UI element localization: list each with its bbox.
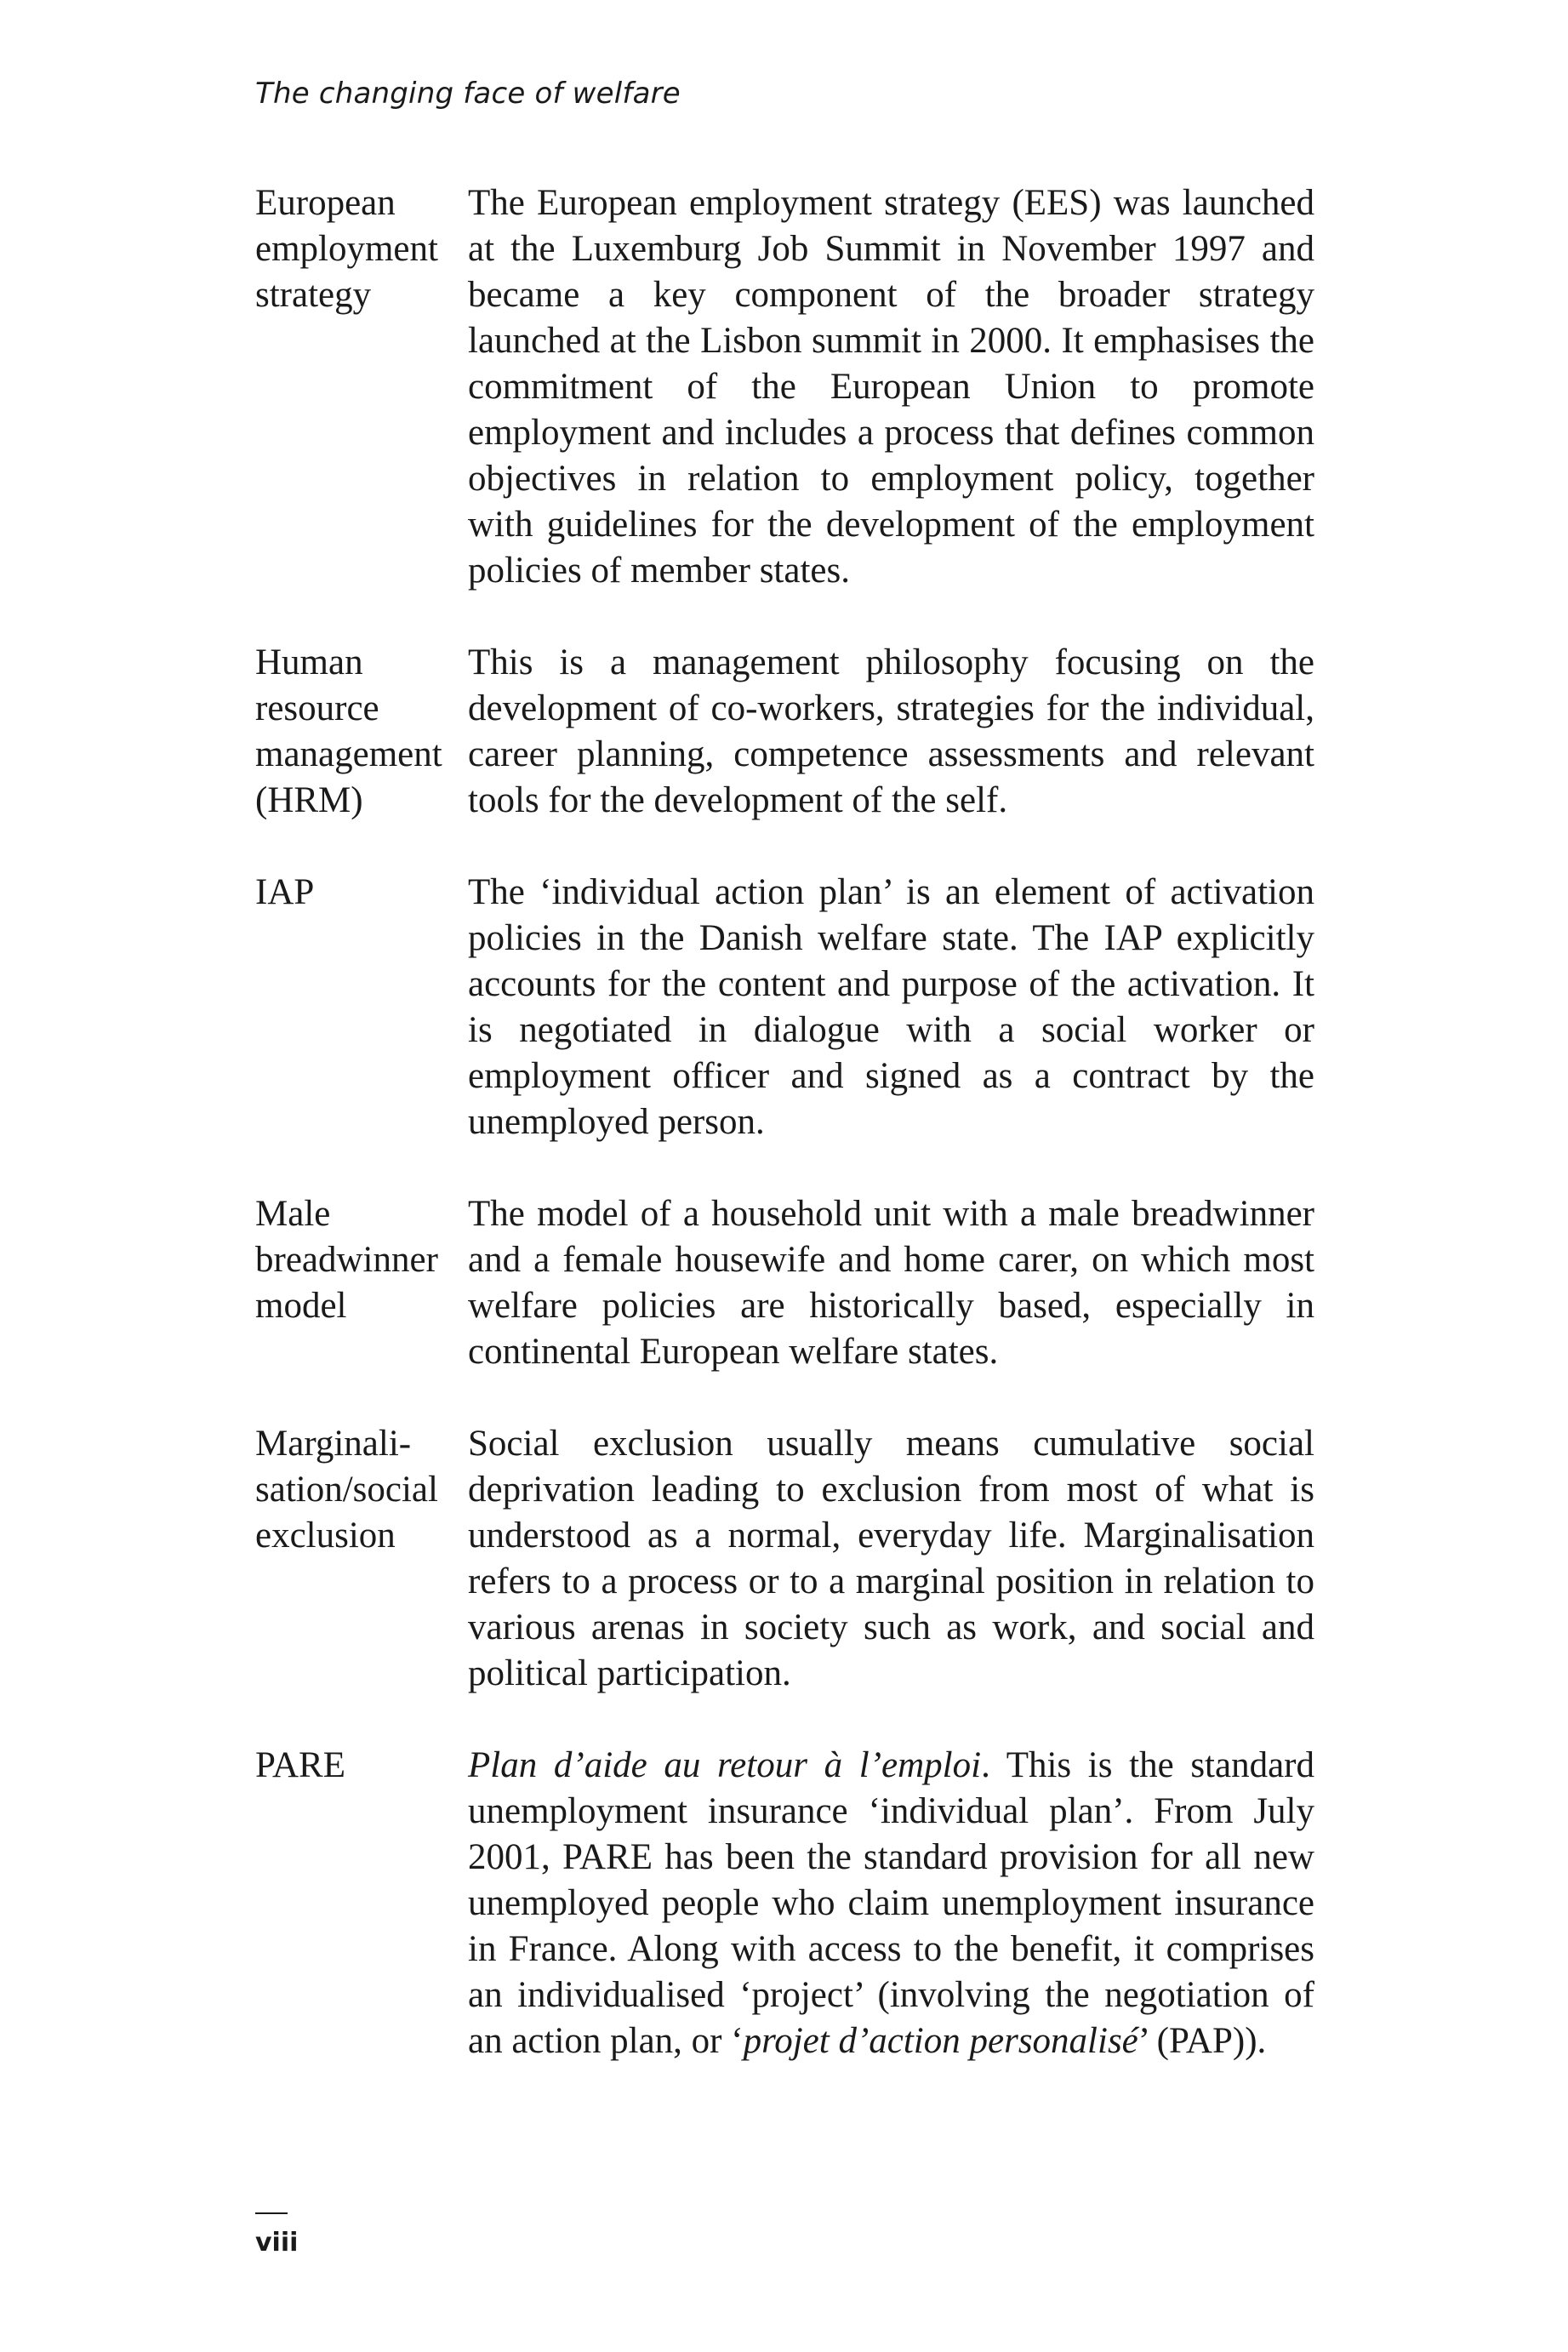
term-line: (HRM) — [255, 780, 363, 820]
term-line: sation/social — [255, 1470, 438, 1510]
term-line: resource — [255, 688, 379, 728]
term-line: Marginali- — [255, 1424, 412, 1464]
definition-italic-phrase: projet d’action personalisé — [743, 2021, 1138, 2061]
footer-rule — [255, 2212, 288, 2214]
glossary-definition — [468, 1743, 1314, 2064]
term-line: model — [255, 1286, 347, 1326]
glossary-entry — [255, 640, 1314, 824]
term-line: IAP — [255, 872, 315, 912]
term-line: strategy — [255, 275, 372, 315]
definition-italic-lead: Plan d’aide au retour à l’emploi — [468, 1745, 982, 1785]
glossary-entry — [255, 180, 1314, 594]
glossary-entry — [255, 1743, 1314, 2064]
term-line: Human — [255, 642, 363, 682]
running-head: The changing face of welfare — [255, 77, 681, 111]
glossary-definition — [468, 1421, 1314, 1697]
definition-text: . This is the standard unemployment insurance ‘individual plan’. From July 2001, PARE has been the standard provision for all new unemployed people who claim unemployment insurance in France. Along with access to the benefit, it comprises an individualised ‘project’ (involving the negotiation of an action plan, or ‘ — [468, 1745, 1314, 2061]
term-line: European — [255, 183, 396, 223]
definition-text: This is a management philosophy focusing on the development of co-workers, strategies for the individual, career planning, competence assessments and relevant tools for the development of the self. — [468, 642, 1314, 820]
glossary-term — [255, 870, 468, 1145]
term-line: breadwinner — [255, 1240, 438, 1280]
glossary-term — [255, 1421, 468, 1697]
definition-text-end: ’ (PAP)). — [1138, 2021, 1267, 2061]
glossary-term — [255, 180, 468, 594]
term-line: employment — [255, 229, 438, 269]
definition-text: The model of a household unit with a male breadwinner and a female housewife and home carer, on which most welfare policies are historically based, especially in continental European welfare states. — [468, 1194, 1314, 1372]
page-number: viii — [255, 2228, 299, 2258]
glossary-definition — [468, 870, 1314, 1145]
glossary-definition — [468, 640, 1314, 824]
glossary-entry — [255, 870, 1314, 1145]
term-line: management — [255, 734, 442, 774]
glossary-term — [255, 1743, 468, 2064]
glossary-definition — [468, 1191, 1314, 1375]
term-line: exclusion — [255, 1516, 396, 1556]
glossary-list — [255, 180, 1314, 2110]
definition-text: The European employment strategy (EES) was launched at the Luxemburg Job Summit in November 1997 and became a key component of the broader strategy launched at the Lisbon summit in 2000. It emphasises the commitment of the European Union to promote employment and includes a process that defines common objectives in relation to employment policy, together with guidelines for the development of the employment policies of member states. — [468, 183, 1314, 591]
definition-text: The ‘individual action plan’ is an element of activation policies in the Danish welfare state. The IAP explicitly accounts for the content and purpose of the activation. It is negotiated in dialogue with a social worker or employment officer and signed as a contract by the unemployed person. — [468, 872, 1314, 1142]
glossary-term — [255, 640, 468, 824]
term-line: PARE — [255, 1745, 345, 1785]
glossary-definition — [468, 180, 1314, 594]
glossary-entry — [255, 1191, 1314, 1375]
glossary-term — [255, 1191, 468, 1375]
glossary-entry — [255, 1421, 1314, 1697]
definition-text: Social exclusion usually means cumulative social deprivation leading to exclusion from most of what is understood as a normal, everyday life. Marginalisation refers to a process or to a marginal position in relation to various arenas in society such as work, and social and political participation. — [468, 1424, 1314, 1693]
term-line: Male — [255, 1194, 331, 1234]
